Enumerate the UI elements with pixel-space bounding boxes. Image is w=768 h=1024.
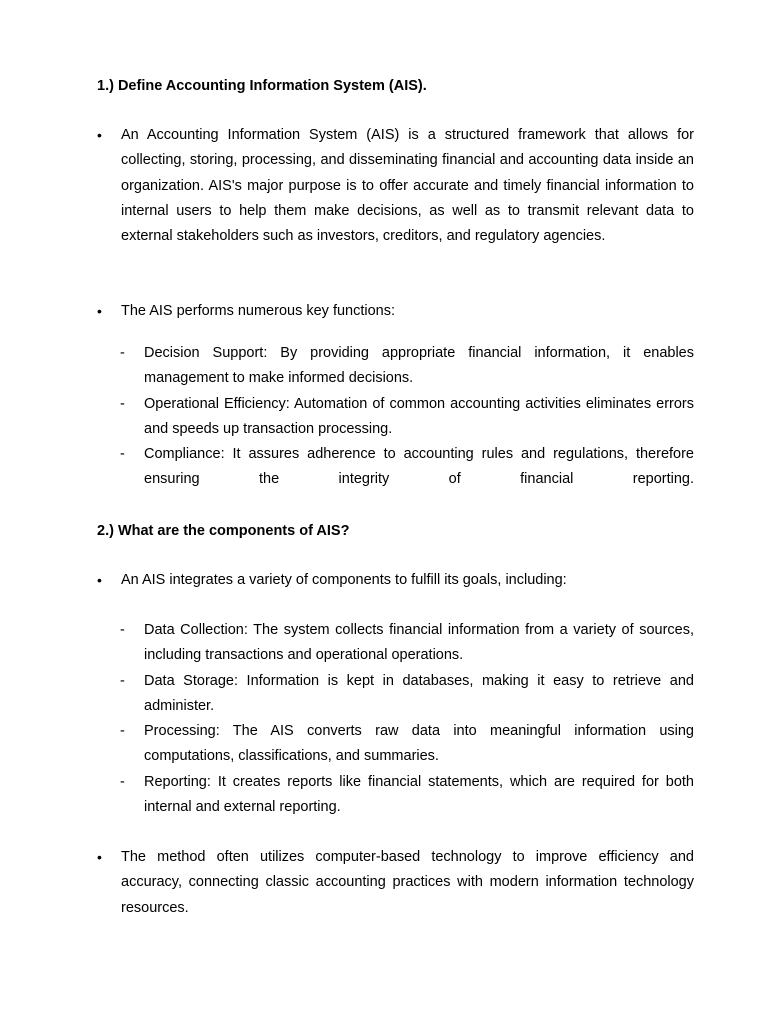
list-item-text: Processing: The AIS converts raw data into meaningful information using computations, classifications, and summaries. <box>144 723 694 765</box>
components-list <box>120 618 694 820</box>
list-item-text: Compliance: It assures adherence to accounting rules and regulations, therefore ensuring the integrity of financial reporting. <box>144 446 694 488</box>
section-2-bullet-intro <box>97 568 694 593</box>
bullet-icon: • <box>97 572 102 588</box>
list-item-text: Reporting: It creates reports like financial statements, which are required for both internal and external reporting. <box>144 773 694 816</box>
list-item-text: Operational Efficiency: Automation of common accounting activities eliminates errors and speeds up transaction processing. <box>144 395 694 437</box>
dash-icon: - <box>120 345 125 361</box>
bullet-text: The method often utilizes computer-based technology to improve efficiency and accuracy, connecting classic accounting practices with modern information technology resources. <box>121 849 694 916</box>
list-item-text: Data Storage: Information is kept in databases, making it easy to retrieve and administer. <box>144 672 694 714</box>
bullet-text: An AIS integrates a variety of components to fulfill its goals, including: <box>121 572 567 588</box>
dash-icon: - <box>120 672 125 689</box>
bullet-icon: • <box>97 303 102 319</box>
dash-icon: - <box>120 446 125 463</box>
list-item <box>120 392 694 443</box>
list-item <box>120 669 694 720</box>
dash-icon: - <box>120 622 125 638</box>
section-2-heading: 2.) What are the components of AIS? <box>97 523 350 539</box>
list-item <box>120 442 694 493</box>
bullet-text: An Accounting Information System (AIS) is a structured framework that allows for collecting, storing, processing, and disseminating financial and accounting data inside an organization. AIS's major purpose is to offer accurate and timely financial information to internal users to help them make decisions, as well as to transmit relevant data to external stakeholders such as investors, creditors, and regulatory agencies. <box>121 127 694 245</box>
bullet-icon: • <box>97 127 102 143</box>
bullet-text: The AIS performs numerous key functions: <box>121 303 396 319</box>
section-1-heading: 1.) Define Accounting Information System (AIS). <box>97 78 427 94</box>
functions-list <box>120 341 694 493</box>
section-1-bullet-definition <box>97 123 694 249</box>
list-item <box>120 341 694 392</box>
dash-icon: - <box>120 773 125 790</box>
dash-icon: - <box>120 723 125 740</box>
list-item <box>120 719 694 770</box>
list-item-text: Decision Support: By providing appropriate financial information, it enables management to make informed decisions. <box>144 345 694 387</box>
list-item <box>120 770 694 821</box>
bullet-icon: • <box>97 849 102 865</box>
list-item <box>120 618 694 669</box>
list-item-text: Data Collection: The system collects financial information from a variety of sources, including transactions and operational operations. <box>144 622 694 664</box>
dash-icon: - <box>120 395 125 412</box>
section-1-bullet-functions-intro <box>97 299 694 324</box>
section-2-bullet-technology <box>97 845 694 921</box>
